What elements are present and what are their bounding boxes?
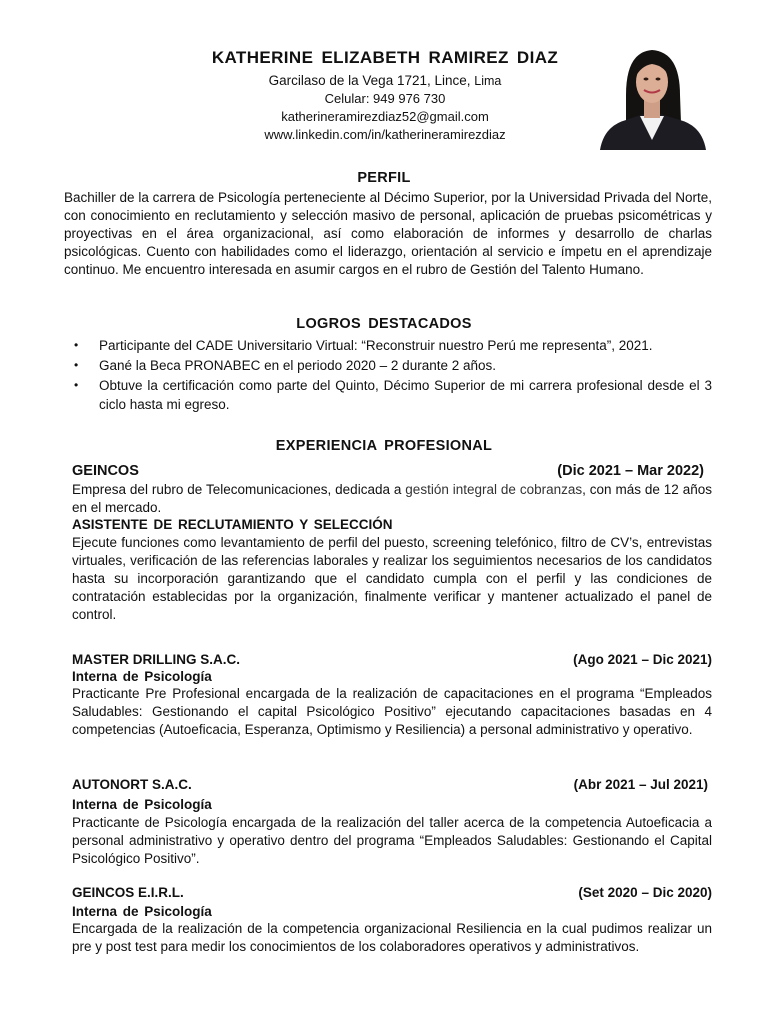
job-dates: (Abr 2021 – Jul 2021) <box>573 777 708 792</box>
city: Lima <box>474 74 502 88</box>
logros-title: LOGROS DESTACADOS <box>296 316 472 332</box>
logros-list <box>64 336 712 415</box>
bullet-icon: • <box>74 338 79 352</box>
job-description: Ejecute funciones como levantamiento de perfil del puesto, screening telefónico, filtro de CV’s, entrevistas virtuales, verificación de las referencias laborales y realizar los seguimientos necesarios de los candidatos hasta su incorporación garantizando que el candidato cumpla con el perfil y las condiciones de contratación establecidas por la organización, finalmente verificar y mantener actualizado el panel de control. <box>72 535 712 622</box>
full-name: KATHERINE ELIZABETH RAMIREZ DIAZ <box>211 48 559 67</box>
job-dates: (Set 2020 – Dic 2020) <box>578 885 712 900</box>
bullet-icon: • <box>74 378 79 392</box>
profile-photo-illustration <box>596 40 708 150</box>
list-item: • Gané la Beca PRONABEC en el periodo 2020 – 2 durante 2 años. <box>74 358 497 373</box>
company-name: GEINCOS E.I.R.L. <box>72 885 184 900</box>
cv-header <box>180 48 590 144</box>
list-item: • Participante del CADE Universitario Virtual: “Reconstruir nuestro Perú me representa”, 2021. <box>74 338 653 353</box>
experiencia-title: EXPERIENCIA PROFESIONAL <box>275 438 493 454</box>
bullet-icon: • <box>74 358 79 372</box>
address-line <box>180 72 590 90</box>
job-description: Practicante de Psicología encargada de la realización del taller acerca de la competencia Autoeficacia a personal administrativo y operativo dentro del programa “Empleados Saludables: Gestionando el Capital Psicológico Positivo”. <box>72 815 712 866</box>
job-dates: (Ago 2021 – Dic 2021) <box>573 652 712 667</box>
job-role: ASISTENTE DE RECLUTAMIENTO Y SELECCIÓN <box>72 517 393 532</box>
company-name: AUTONORT S.A.C. <box>72 777 192 792</box>
job-dates: (Dic 2021 – Mar 2022) <box>557 463 704 479</box>
perfil-text: Bachiller de la carrera de Psicología perteneciente al Décimo Superior, por la Universidad Privada del Norte, con conocimiento en reclutamiento y selección masivo de personal, aplicación de pruebas psicométricas y proyectivas en el área organizacional, así como elaboración de informes y desarrollo de charlas psicológicas. Cuento con habilidades como el liderazgo, orientación al servicio e ímpetu en el aprendizaje continuo. Me encuentro interesada en asumir cargos en el rubro de Gestión del Talento Humano. <box>64 190 712 277</box>
job-header <box>72 463 704 479</box>
job-role: Interna de Psicología <box>72 904 212 919</box>
job-header <box>72 885 712 900</box>
job-description: Practicante Pre Profesional encargada de la realización de capacitaciones en el programa “Empleados Saludables: Gestionando el capital Psicológico Positivo” ejecutando capacitaciones basadas en 4 competencias (Autoeficacia, Esperanza, Optimismo y Resiliencia) a personal administrativo y operativo. <box>72 686 712 737</box>
job-description: Encargada de la realización de la competencia organizacional Resiliencia en la cual pudimos realizar un pre y post test para medir los conocimientos de los colaboradores operativos y administrativos. <box>72 921 712 954</box>
list-item: • Obtuve la certificación como parte del Quinto, Décimo Superior de mi carrera profesional desde el 3 ciclo hasta mi egreso. <box>74 378 712 412</box>
profile-photo <box>596 40 708 150</box>
company-name: MASTER DRILLING S.A.C. <box>72 652 240 667</box>
perfil-title: PERFIL <box>357 170 411 186</box>
job-role: Interna de Psicología <box>72 669 212 684</box>
company-name: GEINCOS <box>72 463 139 479</box>
job-header <box>72 652 712 667</box>
email[interactable]: katherineramirezdiaz52@gmail.com <box>281 109 489 124</box>
address: Garcilaso de la Vega 1721, Lince, <box>268 73 471 88</box>
company-description: Empresa del rubro de Telecomunicaciones, dedicada a gestión integral de cobranzas, con más de 12 años en el mercado. <box>72 482 712 515</box>
linkedin-url[interactable]: www.linkedin.com/in/katherineramirezdiaz <box>264 127 506 142</box>
job-header <box>72 777 712 792</box>
job-role: Interna de Psicología <box>72 797 212 812</box>
phone: Celular: 949 976 730 <box>324 91 446 106</box>
